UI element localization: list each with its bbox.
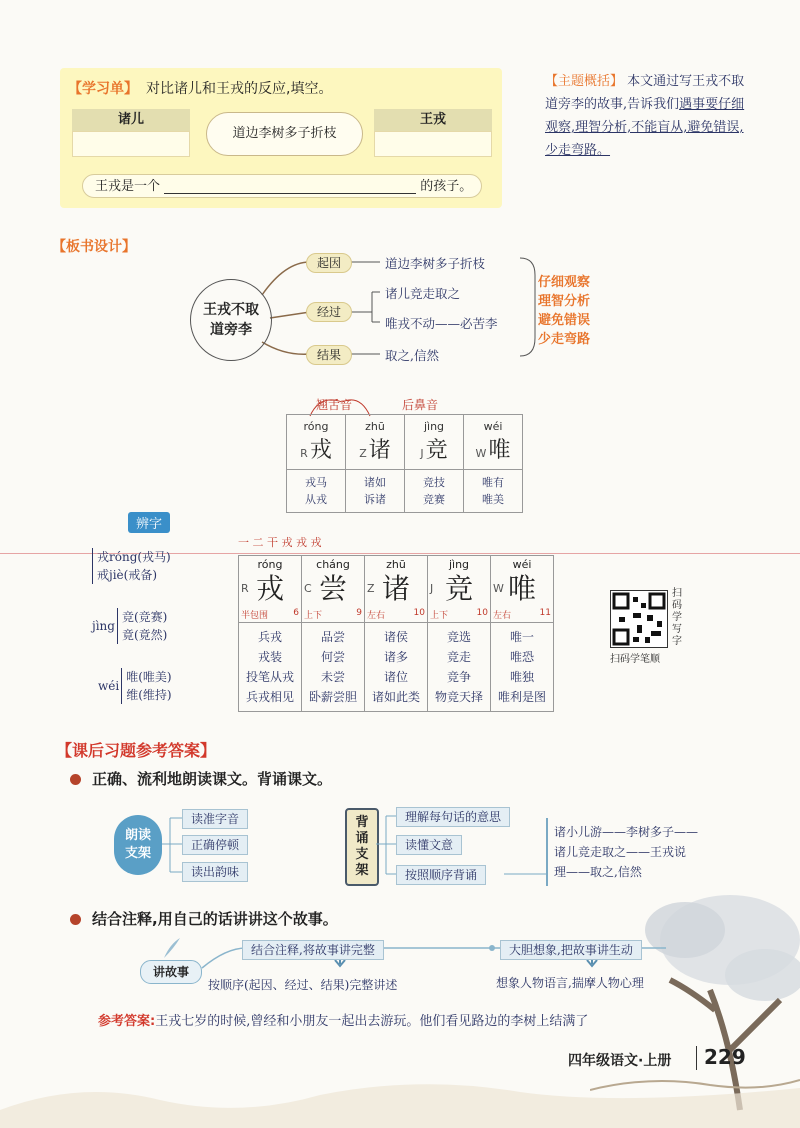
char: 戎	[309, 438, 332, 463]
char-cell	[491, 556, 554, 623]
char-cell	[239, 556, 302, 623]
note-line: 诸儿竞走取之——王戎说	[554, 845, 687, 859]
word: 戎马	[305, 476, 327, 489]
char: 诸	[368, 438, 391, 463]
bianzi-pinyin: jìng	[92, 619, 115, 633]
reference-answer	[98, 1010, 588, 1029]
char: 戎	[255, 572, 284, 605]
branch-result-label: 结果	[306, 345, 352, 365]
label-char: 背	[355, 815, 369, 830]
pinyin: wéi	[483, 420, 503, 433]
word: 唯美	[482, 493, 504, 506]
story-step-2-detail: 想象人物语言,揣摩人物心理	[496, 976, 644, 990]
structure: 左右	[367, 611, 386, 621]
pinyin: zhū	[365, 420, 385, 433]
summary-line: 少走弯路	[538, 332, 591, 347]
sentence-end: 的孩子。	[420, 179, 473, 194]
word: 诸如	[364, 476, 386, 489]
word: 诸侯	[383, 630, 408, 644]
bianzi-line: 戒jiè(戒备)	[97, 568, 158, 582]
word: 诸多	[383, 650, 408, 664]
branch-process-text: 诸儿竞走取之	[385, 286, 461, 301]
char: 唯	[488, 438, 511, 463]
note-cell	[405, 415, 464, 470]
word: 戎装	[257, 650, 282, 664]
pinyin: zhū	[386, 558, 406, 571]
label-line: 朗读	[124, 828, 151, 843]
pinyin: róng	[303, 420, 329, 433]
char-meta	[304, 608, 362, 621]
ground-illustration	[0, 1040, 800, 1128]
branch-cause-label: 起因	[306, 253, 352, 273]
blackboard-center	[190, 279, 272, 361]
word: 投笔从戎	[245, 670, 294, 684]
bullet-icon	[70, 914, 81, 925]
branch-process-text-2: 唯戎不动——必苦李	[385, 316, 498, 331]
bianzi-tag: 辨字	[128, 512, 170, 533]
feather-icon	[160, 936, 182, 960]
letter: W	[493, 582, 504, 595]
center-line-1: 王戎不取	[203, 302, 259, 318]
stroke-count: 6	[293, 608, 299, 618]
word: 品尝	[320, 630, 345, 644]
char: 竞	[444, 572, 473, 605]
note-retroflex: 翘舌音	[316, 398, 353, 412]
word: 何尝	[320, 650, 345, 664]
note-line: 理——取之,信然	[554, 865, 642, 879]
pinyin: jìng	[448, 558, 470, 571]
bianzi-group	[92, 608, 167, 644]
branch-cause-text: 道边李树多子折枝	[385, 256, 486, 271]
sentence-start: 王戎是一个	[95, 179, 161, 194]
bullet-icon	[70, 774, 81, 785]
recite-item: 理解每句话的意思	[396, 807, 510, 827]
read-item: 读出韵味	[182, 862, 248, 882]
theme-text: 本文通过写王戎不取道旁李的故事,告诉我们	[545, 74, 745, 112]
read-frame-connectors	[160, 808, 184, 888]
letter: J	[430, 582, 434, 595]
branch-result-text: 取之,信然	[385, 348, 439, 363]
note-words	[346, 470, 405, 513]
letter: R	[300, 447, 308, 460]
qr-pattern	[611, 591, 667, 647]
bianzi-line: 维(维持)	[126, 688, 172, 702]
char-table	[238, 555, 554, 712]
letter: Z	[367, 582, 375, 595]
word: 唯有	[482, 476, 504, 489]
pinyin: wéi	[512, 558, 532, 571]
label-char: 诵	[355, 831, 369, 846]
worksheet-center-cloud: 道边李树多子折枝	[206, 112, 363, 156]
qr-side-text: 扫码学写字	[672, 588, 682, 647]
word: 唯独	[509, 670, 534, 684]
char-words	[428, 623, 491, 712]
char: 竞	[425, 438, 448, 463]
bianzi-group	[92, 548, 171, 584]
word: 唯一	[509, 630, 534, 644]
note-back-nasal: 后鼻音	[402, 398, 439, 412]
theme-text-underlined: 遇事要仔细观察,理智分析,不能盲从,避免错误,少走弯路。	[545, 97, 745, 158]
stroke-count: 10	[476, 608, 488, 618]
structure: 上下	[304, 611, 323, 621]
read-frame-label	[114, 815, 162, 875]
char-meta	[241, 608, 299, 621]
structure: 上下	[430, 611, 449, 621]
label-char: 支	[355, 847, 369, 862]
story-step-2: 大胆想象,把故事讲生动	[500, 940, 642, 960]
char-meta	[430, 608, 488, 621]
note-words	[464, 470, 523, 513]
read-item: 读准字音	[182, 809, 248, 829]
center-line-2: 道旁李	[210, 322, 252, 338]
recite-item: 按照顺序背诵	[396, 865, 486, 885]
letter: Z	[359, 447, 367, 460]
pinyin: jìng	[423, 420, 445, 433]
char-cell	[428, 556, 491, 623]
letter: W	[475, 447, 487, 460]
label-line: 支架	[124, 846, 151, 861]
bianzi-line: 竟(竟然)	[121, 628, 168, 642]
question-2: 结合注释,用自己的话讲讲这个故事。	[92, 910, 338, 928]
word: 兵戎	[257, 630, 282, 644]
word: 竞赛	[423, 493, 445, 506]
stroke-count: 9	[356, 608, 362, 618]
theme-tag: 【主题概括】	[545, 74, 624, 89]
bianzi-pinyin: wéi	[98, 679, 120, 693]
recite-note	[546, 818, 730, 886]
word: 从戎	[305, 493, 327, 506]
letter: C	[304, 582, 312, 595]
char: 唯	[507, 572, 536, 605]
stroke-count: 11	[539, 608, 551, 618]
summary-line: 理智分析	[538, 294, 591, 309]
label-char: 架	[355, 863, 369, 878]
worksheet-tag: 【学习单】	[68, 81, 138, 97]
pinyin-note-table	[286, 414, 523, 513]
char-meta	[367, 608, 425, 621]
letter: J	[420, 447, 424, 460]
bianzi-line: 竞(竞赛)	[121, 610, 168, 624]
pinyin: róng	[257, 558, 283, 571]
story-step-1-detail: 按顺序(起因、经过、结果)完整讲述	[208, 978, 398, 992]
char: 诸	[381, 572, 410, 605]
char-cell	[365, 556, 428, 623]
word: 物竞天择	[434, 690, 483, 704]
structure: 半包围	[241, 611, 269, 621]
blackboard-tag: 【板书设计】	[52, 239, 136, 255]
note-words	[287, 470, 346, 513]
reference-label: 参考答案:	[98, 1014, 156, 1029]
summary-line: 避免错误	[538, 313, 591, 328]
footer-book: 四年级语文·上册	[568, 1053, 672, 1069]
bianzi-line: 戎róng(戎马)	[97, 550, 171, 564]
qr-code-icon[interactable]	[610, 590, 668, 648]
word: 竞走	[446, 650, 471, 664]
reference-text: 王戎七岁的时候,曾经和小朋友一起出去游玩。他们看见路边的李树上结满了	[155, 1014, 589, 1029]
word: 兵戎相见	[245, 690, 294, 704]
recite-frame-label	[345, 808, 379, 886]
letter: R	[241, 582, 249, 595]
answers-tag: 【课后习题参考答案】	[56, 741, 217, 760]
structure: 左右	[493, 611, 512, 621]
char-cell	[302, 556, 365, 623]
worksheet-col-right: 王戎	[374, 109, 492, 131]
branch-process-label: 经过	[306, 302, 352, 322]
story-step-1: 结合注释,将故事讲完整	[242, 940, 384, 960]
note-words	[405, 470, 464, 513]
blackboard-summary	[538, 273, 590, 349]
story-label: 讲故事	[140, 960, 202, 984]
char-words	[365, 623, 428, 712]
char-meta	[493, 608, 551, 621]
word: 未尝	[320, 670, 345, 684]
word: 诸如此类	[371, 690, 420, 704]
word: 竞技	[423, 476, 445, 489]
summary-line: 仔细观察	[538, 275, 591, 290]
recite-item: 读懂文意	[396, 835, 462, 855]
read-item: 正确停顿	[182, 835, 248, 855]
qr-caption: 扫码学笔顺	[610, 654, 660, 665]
bianzi-group	[98, 668, 172, 704]
question-1: 正确、流利地朗读课文。背诵课文。	[92, 770, 333, 788]
note-cell	[346, 415, 405, 470]
word: 竞选	[446, 630, 471, 644]
worksheet-col-left: 诸儿	[72, 109, 190, 131]
bianzi-line: 唯(唯美)	[126, 670, 172, 684]
page-number: 229	[704, 1045, 746, 1069]
blackboard-connectors	[0, 0, 800, 400]
pinyin: cháng	[316, 558, 350, 571]
word: 卧薪尝胆	[308, 690, 357, 704]
char-words	[491, 623, 554, 712]
word: 诸位	[383, 670, 408, 684]
char: 尝	[318, 572, 347, 605]
worksheet-title: 对比诸儿和王戎的反应,填空。	[146, 81, 333, 97]
char-words	[302, 623, 365, 712]
word: 唯利是图	[497, 690, 546, 704]
word: 竞争	[446, 670, 471, 684]
note-cell	[464, 415, 523, 470]
char-words	[239, 623, 302, 712]
stroke-count: 10	[413, 608, 425, 618]
note-cell	[287, 415, 346, 470]
note-line: 诸小儿游——李树多子——	[554, 825, 699, 839]
word: 唯恐	[509, 650, 534, 664]
footer-divider	[696, 1046, 697, 1070]
word: 诉诸	[364, 493, 386, 506]
stroke-order: 一 二 干 戎 戎 戎	[238, 536, 322, 549]
